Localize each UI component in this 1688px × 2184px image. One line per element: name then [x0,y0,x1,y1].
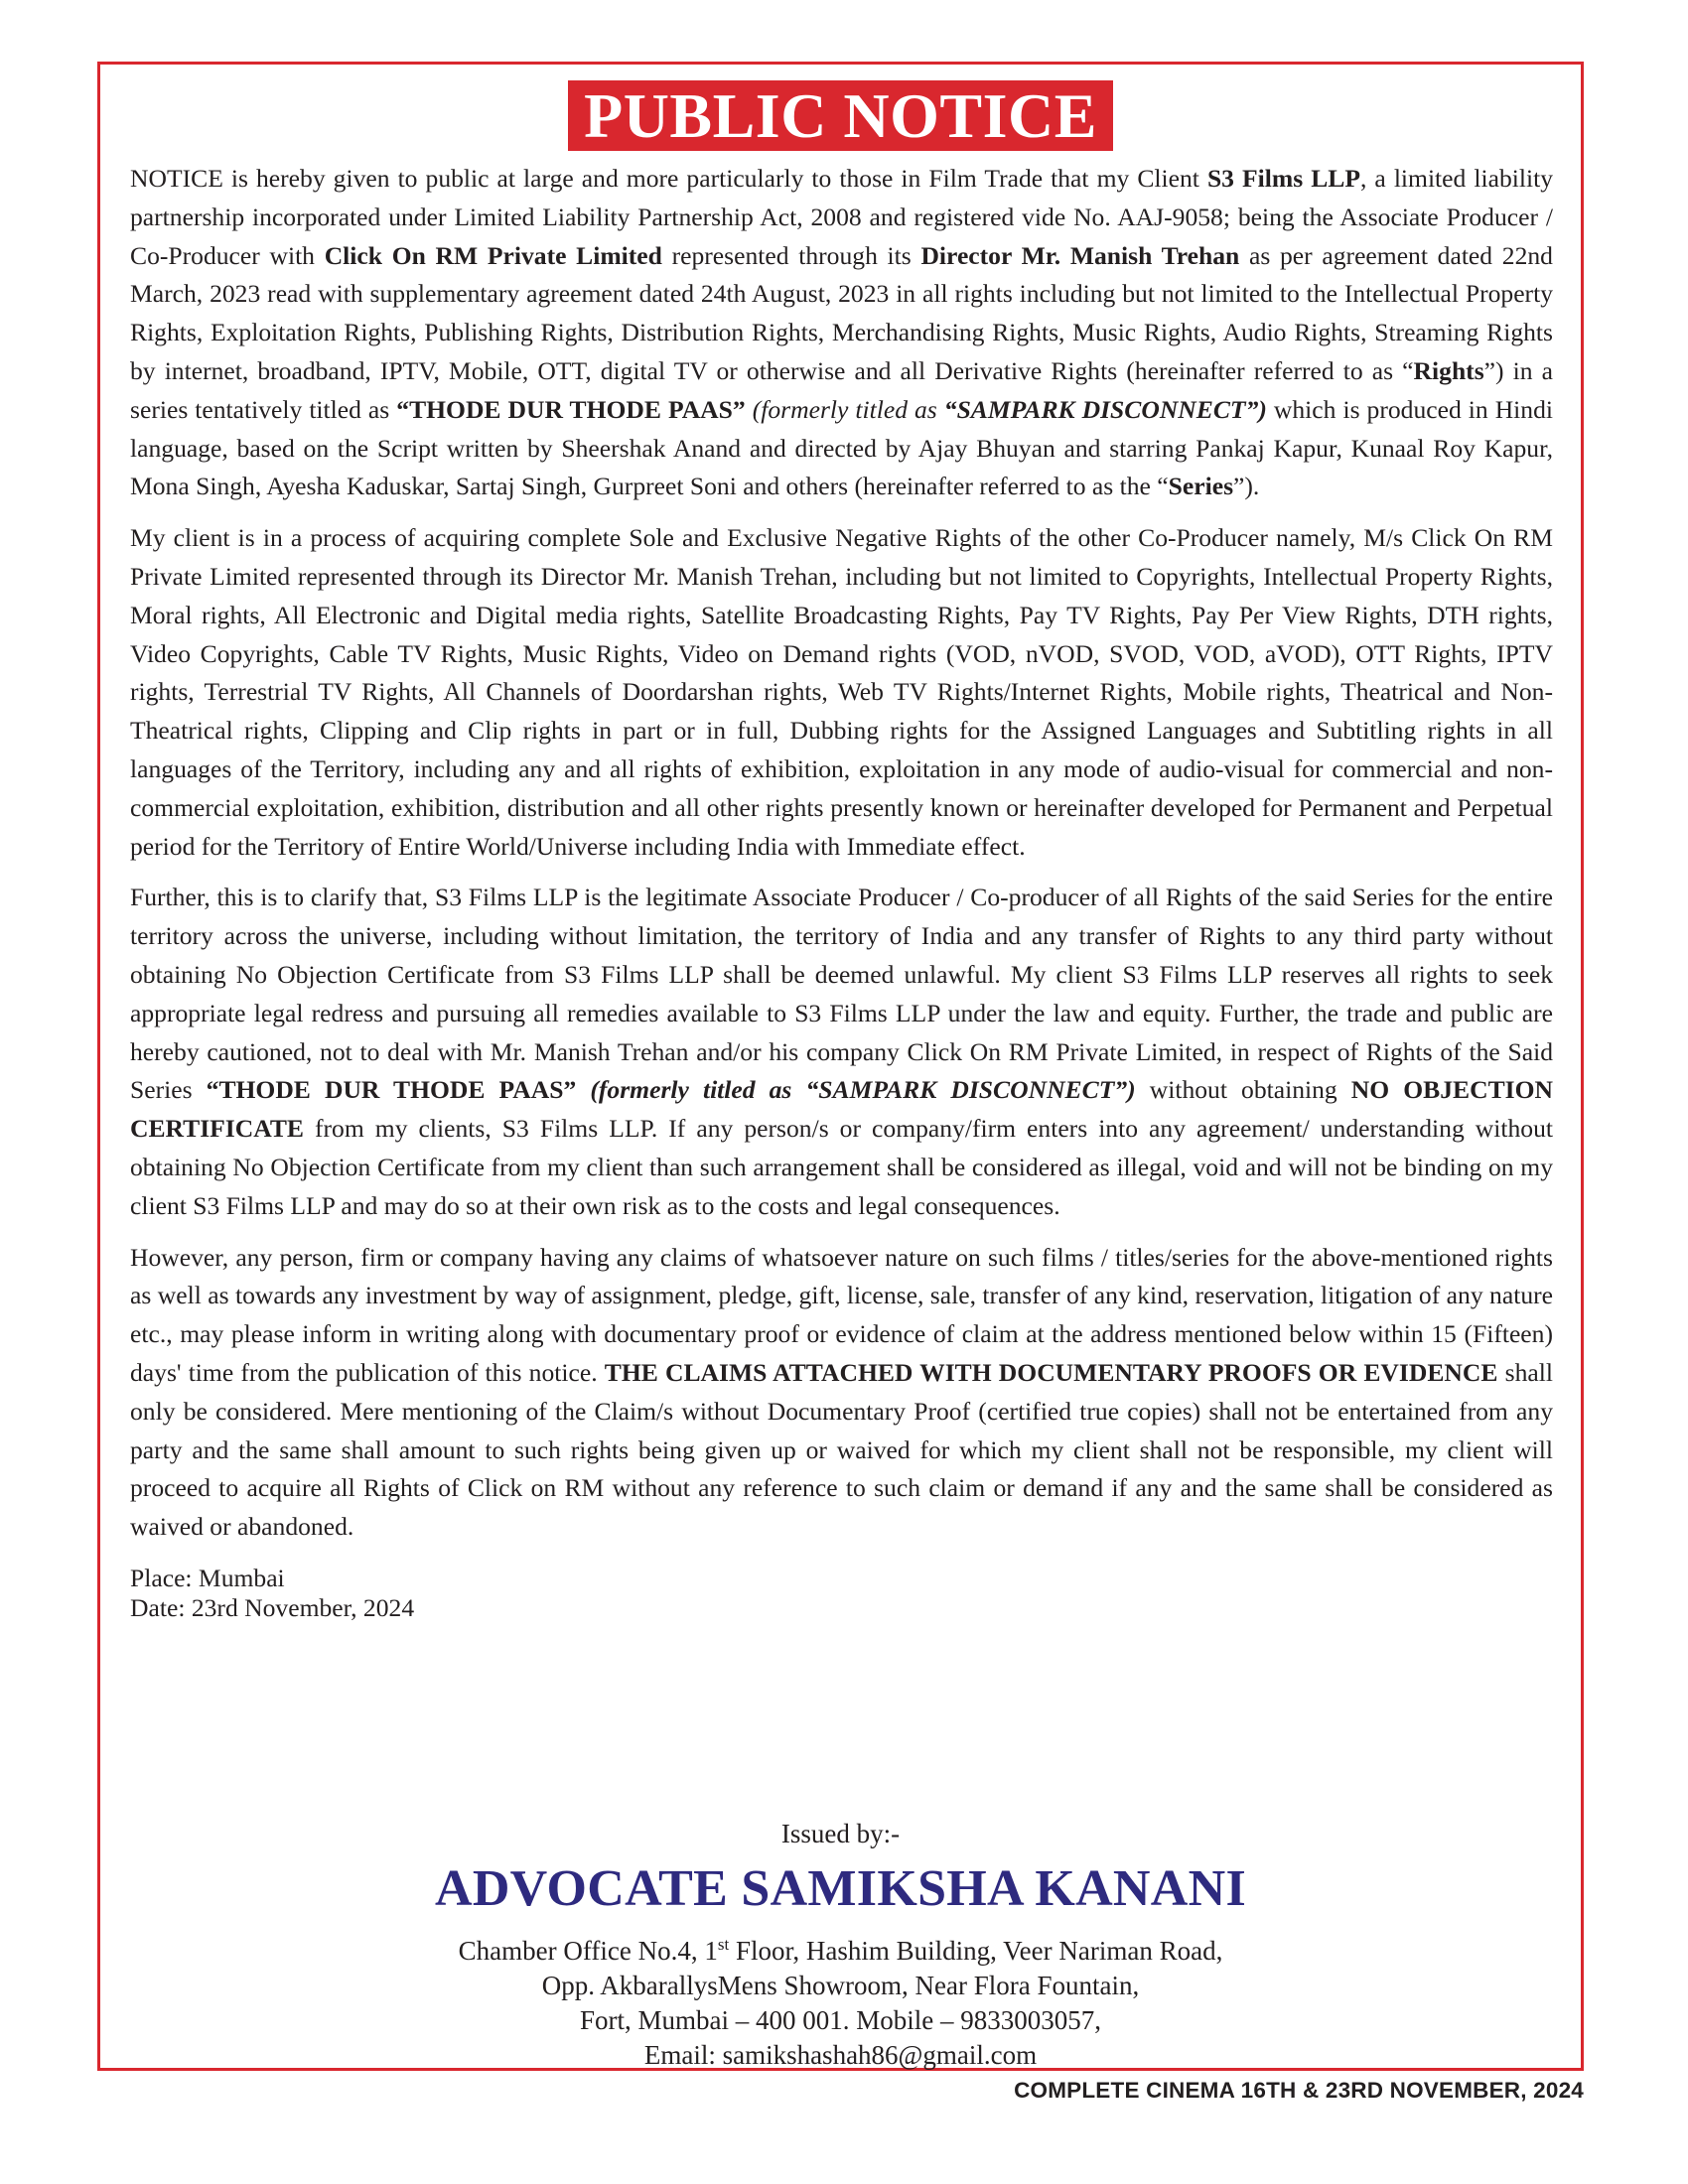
p1-client-name: S3 Films LLP [1206,164,1360,193]
p3-text-2: without obtaining [1135,1075,1351,1105]
p1-text-2: , a limited liability partnership incorporated under Limited Liability Partnership Act, 2008 and registered vide No. AAJ-9058; being the Associate Producer / Co-Producer with [130,164,1553,270]
p1-company-name: Click On RM Private Limited [324,240,662,270]
p3-text-1: Further, this is to clarify that, S3 Films LLP is the legitimate Associate Producer / Co-producer of all Rights of the said Series for the entire territory across the universe, including without limitation, the territory of India and any transfer of Rights to any third party without obtaining No Objection Certificate from S3 Films LLP shall be deemed unlawful. My client S3 Films LLP reserves all rights to seek appropriate legal redress and pursuing all remedies available to S3 Films LLP under the law and equity. Further, the trade and public are hereby cautioned, not to deal with Mr. Manish Trehan and/or his company Click On RM Private Limited, in respect of Rights of the Said Series [130,883,1553,1105]
p1-series-title: “THODE DUR THODE PAAS” [396,394,746,424]
p3-former-title: (formerly titled as “SAMPARK DISCONNECT”) [590,1075,1136,1105]
paragraph-3 [130,879,1553,1225]
title-wrapper [100,80,1581,151]
p1-director-name: Director Mr. Manish Trehan [920,240,1240,270]
address-block [100,1927,1581,2073]
place-line: Place: Mumbai [130,1563,285,1592]
paragraph-1 [130,160,1553,506]
p3-text-3: from my clients, S3 Films LLP. If any person/s or company/firm enters into any agreement/ understanding without obtaining No Objection Certificate from my client than such arrangement shall be considered as illegal, void and will not be binding on my client S3 Films LLP and may do so at their own risk as to the costs and legal consequences. [130,1114,1553,1220]
paragraph-4 [130,1239,1553,1547]
p1-text-5: ”) in a series tentatively titled as [130,355,1553,424]
p4-text-1: However, any person, firm or company having any claims of whatsoever nature on such films / titles/series for the above-mentioned rights as well as towards any investment by way of assignment, pledge, gift, license, sale, transfer of any kind, reservation, litigation of any nature etc., may please inform in writing along with documentary proof or evidence of claim at the address mentioned below within 15 (Fifteen) days' time from the publication of this notice. [130,1242,1553,1387]
address-line-1-post: Floor, Hashim Building, Veer Nariman Road, [729,1936,1223,1966]
p1-text-7: ”). [1233,472,1260,501]
p1-text-1: NOTICE is hereby given to public at large and more particularly to those in Film Trade that my Client [130,164,1207,193]
notice-border [97,62,1584,2071]
issued-by-label: Issued by:- [780,1819,901,1848]
address-line-1-sup: st [717,1935,730,1954]
paragraph-2: My client is in a process of acquiring complete Sole and Exclusive Negative Rights of the other Co-Producer namely, M/s Click On RM Private Limited represented through its Director Mr. Manish Trehan, including but not limited to Copyrights, Intellectual Property Rights, Moral rights, All Electronic and Digital media rights, Satellite Broadcasting Rights, Pay TV Rights, Pay Per View Rights, DTH rights, Video Copyrights, Cable TV Rights, Music Rights, Video on Demand rights (VOD, nVOD, SVOD, VOD, aVOD), OTT Rights, IPTV rights, Terrestrial TV Rights, All Channels of Doordarshan rights, Web TV Rights/Internet Rights, Mobile rights, Theatrical and Non-Theatrical rights, Clipping and Clip rights in part or in full, Dubbing rights for the Assigned Languages and Subtitling rights in all languages of the Territory, including any and all rights of exhibition, exploitation in any mode of audio-visual for commercial and non-commercial exploitation, exhibition, distribution and all other rights presently known or hereinafter developed for Permanent and Perpetual period for the Territory of Entire World/Universe including India with Immediate effect. [130,523,1553,861]
p1-series-term: Series [1168,472,1234,501]
p3-noc-term: NO OBJECTION CERTIFICATE [130,1075,1554,1144]
address-line-1 [100,1927,1581,1969]
p1-former-title: “SAMPARK DISCONNECT”) [943,394,1267,424]
p1-formerly-text: (formerly titled as [752,394,944,424]
p3-series-title: “THODE DUR THODE PAAS” [206,1075,577,1105]
advocate-name: ADVOCATE SAMIKSHA KANANI [434,1860,1247,1917]
email-line: Email: samikshashah86@gmail.com [643,2040,1038,2070]
p1-text-4: as per agreement dated 22nd March, 2023 read with supplementary agreement dated 24th August, 2023 in all rights including but not limited to the Intellectual Property Rights, Exploitation Rights, Publishing Rights, Distribution Rights, Merchandising Rights, Music Rights, Audio Rights, Streaming Rights by internet, broadband, IPTV, Mobile, OTT, digital TV or otherwise and all Derivative Rights (hereinafter referred to as “ [130,240,1553,385]
date-line: Date: 23rd November, 2024 [130,1592,415,1622]
p1-text-3: represented through its [661,240,921,270]
address-line-3: Fort, Mumbai – 400 001. Mobile – 9833003057, [580,2005,1101,2035]
p4-claims-clause: THE CLAIMS ATTACHED WITH DOCUMENTARY PROOFS OR EVIDENCE [604,1357,1498,1387]
address-line-1-pre: Chamber Office No.4, 1 [458,1936,718,1966]
notice-title: PUBLIC NOTICE [568,80,1113,151]
address-line-2: Opp. AkbarallysMens Showroom, Near Flora Fountain, [541,1971,1140,2000]
p1-text-6: which is produced in Hindi language, based on the Script written by Sheershak Anand and directed by Ajay Bhuyan and starring Pankaj Kapur, Kunaal Roy Kapur, Mona Singh, Ayesha Kaduskar, Sartaj Singh, Gurpreet Soni and others (hereinafter referred to as the “ [130,394,1553,501]
p4-text-2: shall only be considered. Mere mentioning of the Claim/s without Documentary Proof (certified true copies) shall not be entertained from any party and the same shall amount to such rights being given up or waived for which my client shall not be responsible, my client will proceed to acquire all Rights of Click on RM without any reference to such claim or demand if any and the same shall be considered as waived or abandoned. [130,1357,1553,1542]
notice-body [130,160,1553,1623]
p1-rights-term: Rights [1413,355,1484,385]
publication-footer: COMPLETE CINEMA 16TH & 23RD NOVEMBER, 2024 [1014,2078,1584,2103]
place-date-block [130,1564,1553,1623]
